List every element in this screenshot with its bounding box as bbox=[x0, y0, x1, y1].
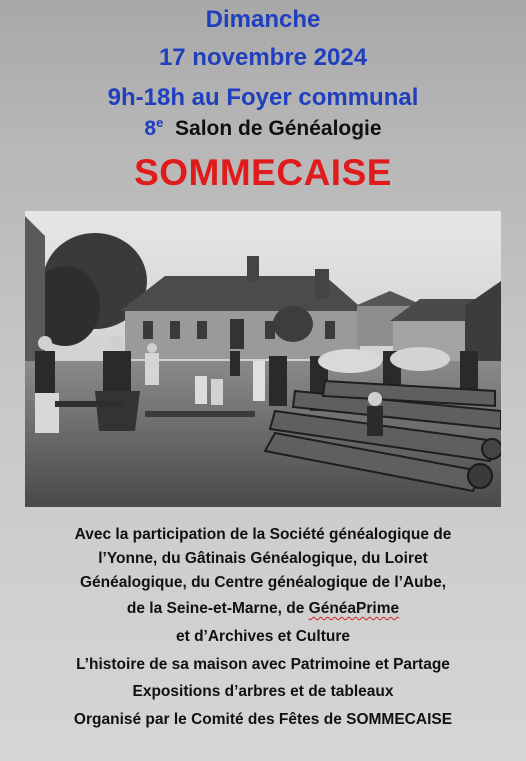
participants-line-5: et d’Archives et Culture bbox=[176, 628, 350, 645]
event-date: 17 novembre 2024 bbox=[158, 44, 368, 71]
village-photo-illustration bbox=[25, 211, 501, 507]
event-venue-time: 9h-18h au Foyer communal bbox=[107, 84, 419, 111]
historic-village-photo bbox=[25, 211, 501, 507]
salon-title bbox=[0, 117, 526, 141]
participants-line-4-prefix: de la Seine-et-Marne, de bbox=[126, 600, 309, 617]
patrimoine-line: L’histoire de sa maison avec Patrimoine et Partage bbox=[76, 656, 450, 673]
geneaprime-name: GénéaPrime bbox=[308, 600, 400, 617]
salon-text: Salon de Généalogie bbox=[175, 117, 382, 140]
participants-line-2: l’Yonne, du Gâtinais Généalogique, du Loiret bbox=[98, 550, 428, 567]
town-name: SOMMECAISE bbox=[134, 152, 392, 193]
participants-line-4 bbox=[0, 600, 526, 618]
organiser-line: Organisé par le Comité des Fêtes de SOMMECAISE bbox=[73, 711, 453, 728]
salon-superscript: e bbox=[156, 115, 164, 130]
expositions-line: Expositions d’arbres et de tableaux bbox=[132, 683, 394, 700]
participants-line-1: Avec la participation de la Société généalogique de bbox=[74, 526, 452, 543]
salon-number: 8 bbox=[144, 117, 157, 140]
participants-line-3: Généalogique, du Centre généalogique de l’Aube, bbox=[79, 574, 447, 591]
event-day: Dimanche bbox=[205, 6, 321, 33]
